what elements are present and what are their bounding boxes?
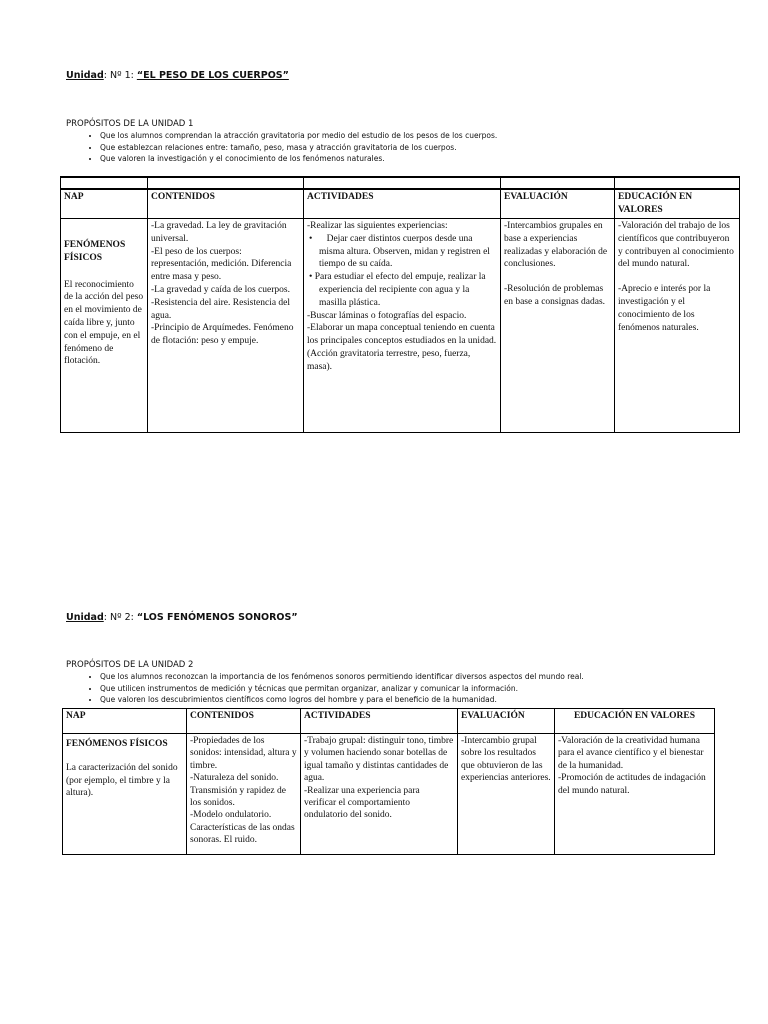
evaluacion-cell xyxy=(501,219,615,433)
unit-1-title xyxy=(66,70,289,81)
table-cell xyxy=(615,177,740,189)
activity-bullet-text: Para estudiar el efecto del empuje, realizar la experiencia del recipiente con agua y la masilla plástica. xyxy=(314,272,486,308)
nap-title: FENÓMENOS FÍSICOS xyxy=(64,240,126,263)
unit-2-plan-table xyxy=(62,708,715,855)
unit-number: : Nº 2: xyxy=(103,612,137,623)
header-nap: NAP xyxy=(61,189,148,219)
unit-2-title xyxy=(66,612,298,623)
activity-item: -Realizar una experiencia para verificar el comportamiento ondulatorio del sonido. xyxy=(304,785,420,821)
purpose-item: • Que valoren los descubrimientos científicos como logros del hombre y para el beneficio de la humanidad. xyxy=(100,694,584,706)
unit-1-plan-table xyxy=(60,176,740,433)
table-header-row xyxy=(63,709,715,734)
table-cell xyxy=(304,177,501,189)
activity-bullets xyxy=(307,233,497,310)
activity-intro: -Realizar las siguientes experiencias: xyxy=(307,221,448,231)
header-contenidos: CONTENIDOS xyxy=(187,709,301,734)
content-item: -Naturaleza del sonido. Transmisión y rapidez de los sonidos. xyxy=(190,773,286,809)
actividades-cell xyxy=(301,734,458,855)
purpose-item: • Que valoren la investigación y el conocimiento de los fenómenos naturales. xyxy=(100,153,497,165)
contenidos-cell xyxy=(148,219,304,433)
unit-label: Unidad xyxy=(66,612,104,623)
header-evaluacion: EVALUACIÓN xyxy=(458,709,555,734)
header-actividades: ACTIVIDADES xyxy=(301,709,458,734)
header-valores: EDUCACIÓN EN VALORES xyxy=(555,709,715,734)
table-row xyxy=(63,734,715,855)
actividades-cell xyxy=(304,219,501,433)
purpose-item: • Que los alumnos reconozcan la importancia de los fenómenos sonoros permitiendo identificar diversos aspectos del mundo real. xyxy=(100,671,584,683)
nap-title: FENÓMENOS FÍSICOS xyxy=(66,739,168,749)
header-nap: NAP xyxy=(63,709,187,734)
evaluation-item: -Resolución de problemas en base a consignas dadas. xyxy=(504,284,606,307)
content-item: -La gravedad y caída de los cuerpos. xyxy=(151,284,291,295)
unit-name: “EL PESO DE LOS CUERPOS” xyxy=(136,70,289,81)
activity-bullet-text: Dejar caer distintos cuerpos desde una misma altura. Observen, midan y registren el tiempo de su caída. xyxy=(319,233,490,270)
content-item: -La gravedad. La ley de gravitación universal. xyxy=(151,221,287,244)
header-valores: EDUCACIÓN EN VALORES xyxy=(615,189,740,219)
unit-1-purposes-heading: PROPÓSITOS DE LA UNIDAD 1 xyxy=(66,119,194,129)
header-contenidos: CONTENIDOS xyxy=(148,189,304,219)
table-cell xyxy=(148,177,304,189)
values-item: -Valoración del trabajo de los científicos que contribuyeron y contribuyen al conocimiento del mundo natural. xyxy=(618,221,734,270)
header-actividades: ACTIVIDADES xyxy=(304,189,501,219)
unit-2-purposes-list xyxy=(66,671,584,706)
table-row xyxy=(61,219,740,433)
table-header-row xyxy=(61,189,740,219)
nap-description: El reconocimiento de la acción del peso en el movimiento de caída libre y, junto con el empuje, en el fenómeno de flotación. xyxy=(64,279,144,367)
activity-item: -Elaborar un mapa conceptual teniendo en cuenta los principales conceptos estudiados en la unidad. (Acción gravitatoria terrestre, peso, fuerza, masa). xyxy=(307,323,497,372)
contenidos-cell xyxy=(187,734,301,855)
values-item: -Aprecio e interés por la investigación y el conocimiento de los fenómenos naturales. xyxy=(618,284,711,333)
activity-bullet: • Dejar caer distintos cuerpos desde una misma altura. Observen, midan y registren el tiempo de su caída. xyxy=(309,233,490,270)
evaluation-item: -Intercambio grupal sobre los resultados que obtuvieron de las experiencias anteriores. xyxy=(461,736,551,784)
nap-cell xyxy=(63,734,187,855)
activity-item: -Trabajo grupal: distinguir tono, timbre y volumen haciendo sonar botellas de igual tamaño y distintas cantidades de agua. xyxy=(304,736,454,784)
purpose-item: • Que los alumnos comprendan la atracción gravitatoria por medio del estudio de los pesos de los cuerpos. xyxy=(100,130,497,142)
activity-item: -Buscar láminas o fotografías del espacio. xyxy=(307,310,467,321)
content-item: -Principio de Arquímedes. Fenómeno de flotación: peso y empuje. xyxy=(151,323,294,347)
values-item: -Promoción de actitudes de indagación del mundo natural. xyxy=(558,773,706,796)
unit-number: : Nº 1: xyxy=(103,70,137,81)
purpose-item: • Que establezcan relaciones entre: tamaño, peso, masa y atracción gravitatoria de los cuerpos. xyxy=(100,142,497,154)
content-item: -Resistencia del aire. Resistencia del agua. xyxy=(151,297,291,321)
purpose-item: • Que utilicen instrumentos de medición y técnicas que permitan organizar, analizar y comunicar la información. xyxy=(100,683,584,695)
unit-label: Unidad xyxy=(66,70,104,81)
content-item: -El peso de los cuerpos: representación, medición. Diferencia entre masa y peso. xyxy=(151,246,292,283)
valores-cell xyxy=(555,734,715,855)
header-evaluacion: EVALUACIÓN xyxy=(501,189,615,219)
content-item: -Propiedades de los sonidos: intensidad, altura y timbre. xyxy=(190,736,297,771)
nap-cell xyxy=(61,219,148,433)
table-cell xyxy=(501,177,615,189)
valores-cell xyxy=(615,219,740,433)
values-item: -Valoración de la creatividad humana para el avance científico y el bienestar de la humanidad. xyxy=(558,736,704,771)
evaluation-item: -Intercambios grupales en base a experiencias realizadas y elaboración de conclusiones. xyxy=(504,221,608,270)
activity-bullet: • Para estudiar el efecto del empuje, realizar la experiencia del recipiente con agua y la masilla plástica. xyxy=(309,272,486,308)
nap-description: La caracterización del sonido (por ejemplo, el timbre y la altura). xyxy=(66,763,178,799)
table-spacer-row xyxy=(61,177,740,189)
content-item: -Modelo ondulatorio. Características de las ondas sonoras. El ruido. xyxy=(190,810,295,846)
evaluacion-cell xyxy=(458,734,555,855)
unit-name: “LOS FENÓMENOS SONOROS” xyxy=(136,612,298,623)
table-cell xyxy=(61,177,148,189)
unit-1-purposes-list xyxy=(66,130,497,165)
unit-2-purposes-heading: PROPÓSITOS DE LA UNIDAD 2 xyxy=(66,660,194,670)
